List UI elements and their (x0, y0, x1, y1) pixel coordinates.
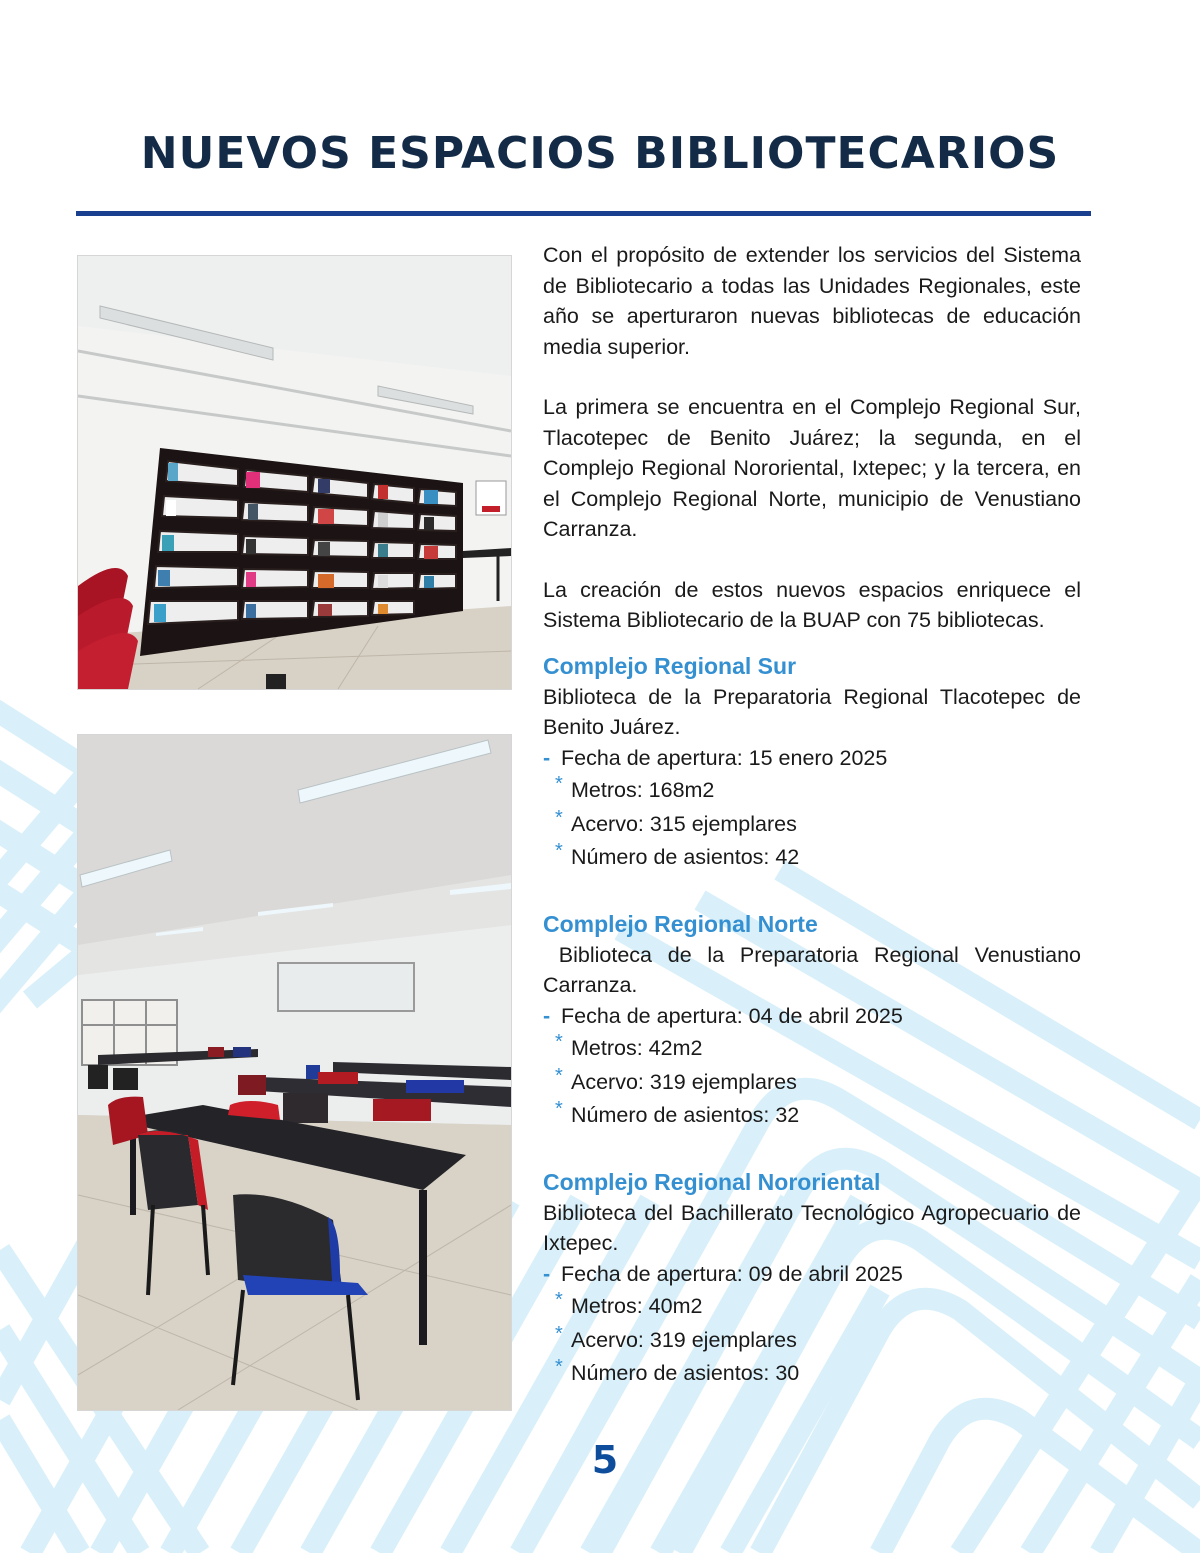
stat-text: Número de asientos: 30 (571, 1361, 800, 1385)
section-heading: Complejo Regional Norte (543, 910, 818, 937)
stat-text: Metros: 168m2 (571, 778, 715, 802)
stat-text: Metros: 42m2 (571, 1036, 703, 1060)
stat-seats (555, 1100, 1081, 1132)
opening-date (543, 743, 1081, 774)
spacer (543, 874, 1081, 908)
section-complejo-sur (543, 650, 1081, 874)
stat-text: Número de asientos: 42 (571, 845, 800, 869)
section-heading: Complejo Regional Nororiental (543, 1168, 881, 1195)
stat-text: Acervo: 319 ejemplares (571, 1327, 797, 1352)
stat-collection (555, 1322, 1081, 1357)
opening-date-text: Fecha de apertura: 09 de abril 2025 (561, 1261, 903, 1286)
stat-collection (555, 1064, 1081, 1099)
reading-room-photo (77, 734, 512, 1411)
stat-area (555, 1291, 1081, 1323)
stat-seats (555, 842, 1081, 874)
intro-paragraph-1: Con el propósito de extender los servicios del Sistema de Bibliotecario a todas las Unidades Regionales, este año se aperturaron nuevas bibliotecas de educación media superior. (543, 243, 1081, 359)
section-heading: Complejo Regional Sur (543, 652, 797, 679)
asterisk-bullet-icon: * (555, 1356, 563, 1378)
opening-date (543, 1001, 1081, 1032)
stat-area (555, 775, 1081, 807)
stat-collection (555, 806, 1081, 841)
intro-paragraph-3: La creación de estos nuevos espacios enriquece el Sistema Bibliotecario de la BUAP con 75 bibliotecas. (543, 577, 1081, 632)
library-shelves-photo (77, 255, 512, 690)
title-divider (76, 211, 1091, 216)
spacer (543, 1132, 1081, 1166)
opening-date-text: Fecha de apertura: 04 de abril 2025 (561, 1003, 903, 1028)
stat-text: Metros: 40m2 (571, 1294, 703, 1318)
section-complejo-norte (543, 908, 1087, 1132)
stat-area (555, 1033, 1081, 1065)
section-description: Biblioteca de la Preparatoria Regional Tlacotepec de Benito Juárez. (543, 684, 1081, 739)
dash-bullet-icon: - (543, 1003, 551, 1028)
opening-date (543, 1259, 1081, 1290)
asterisk-bullet-icon: * (555, 1031, 563, 1053)
stat-seats (555, 1358, 1081, 1390)
asterisk-bullet-icon: * (555, 1322, 563, 1345)
stat-text: Acervo: 319 ejemplares (571, 1069, 797, 1094)
section-description: Biblioteca del Bachillerato Tecnológico Agropecuario de Ixtepec. (543, 1200, 1081, 1255)
asterisk-bullet-icon: * (555, 1289, 563, 1311)
page-number: 5 (591, 1438, 619, 1482)
stat-text: Acervo: 315 ejemplares (571, 811, 797, 836)
page-title: NUEVOS ESPACIOS BIBLIOTECARIOS (140, 128, 1060, 179)
section-complejo-nororiental (543, 1166, 1081, 1390)
asterisk-bullet-icon: * (555, 840, 563, 862)
article-body (543, 240, 1087, 1390)
dash-bullet-icon: - (543, 745, 551, 770)
asterisk-bullet-icon: * (555, 1064, 563, 1087)
intro-paragraph-2: La primera se encuentra en el Complejo Regional Sur, Tlacotepec de Benito Juárez; la segunda, en el Complejo Regional Nororiental, Ixtepec; y la tercera, en el Complejo Regional Norte, municipio de Venustiano Carranza. (543, 395, 1081, 541)
asterisk-bullet-icon: * (555, 806, 563, 829)
stat-text: Número de asientos: 32 (571, 1103, 800, 1127)
section-description: Biblioteca de la Preparatoria Regional Venustiano Carranza. (543, 942, 1087, 997)
opening-date-text: Fecha de apertura: 15 enero 2025 (561, 745, 888, 770)
asterisk-bullet-icon: * (555, 773, 563, 795)
asterisk-bullet-icon: * (555, 1098, 563, 1120)
dash-bullet-icon: - (543, 1261, 551, 1286)
